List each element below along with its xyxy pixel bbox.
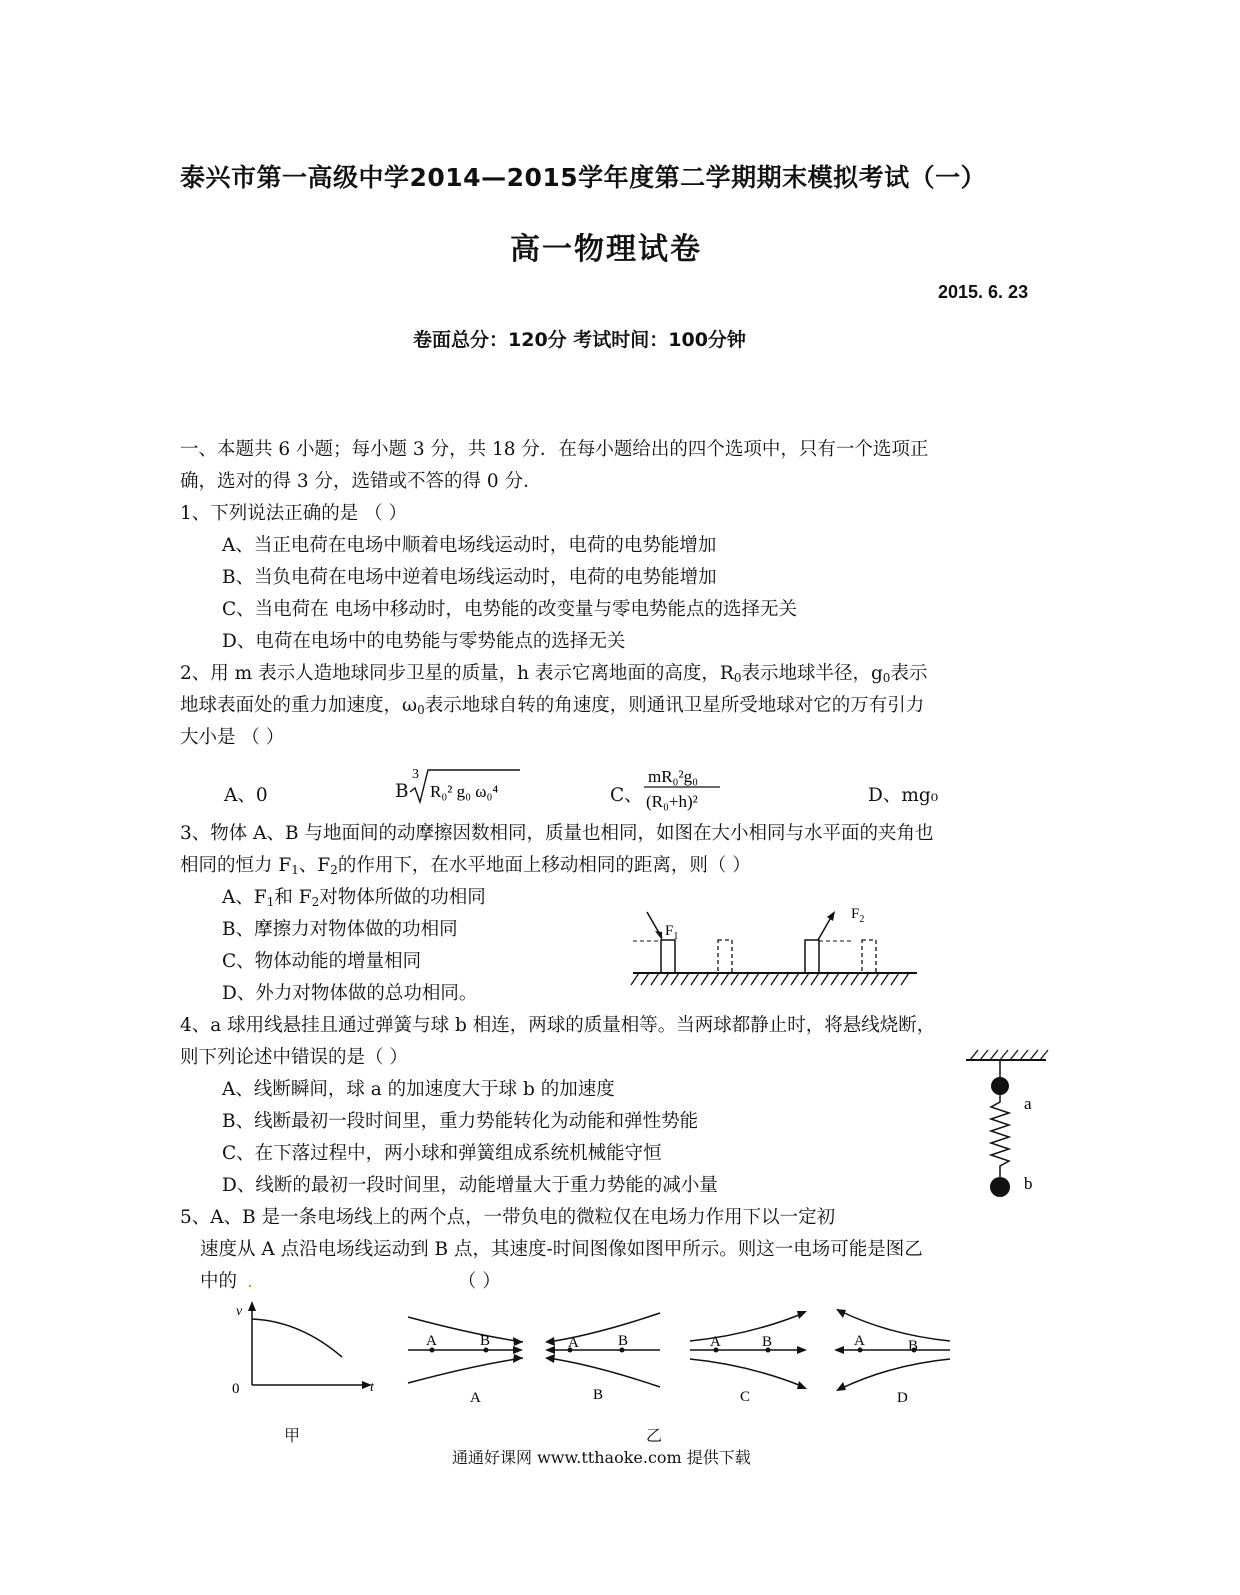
q2-line2-part1: 地球表面处的重力加速度，ω: [180, 695, 418, 716]
q2-root-index: 3: [412, 767, 419, 782]
q1-option-c: C、当电荷在 电场中移动时，电势能的改变量与零电势能点的选择无关: [222, 599, 798, 620]
q4-figure: [960, 1046, 1052, 1206]
q3-sub-1: 1: [266, 895, 275, 909]
label-jia: 甲: [284, 1426, 301, 1445]
q4-option-d: D、线断的最初一段时间里，动能增量大于重力势能的减小量: [222, 1175, 718, 1196]
q2-sub: 0: [417, 703, 425, 717]
q3-a-part3: 对物体所做的功相同: [319, 887, 486, 908]
q3-line2-part3: 的作用下，在水平地面上移动相同的距离，则（ ）: [337, 855, 751, 876]
q3-a-part1: A、F: [222, 887, 267, 908]
q3-line1: 3、物体 A、B 与地面间的动摩擦因数相同，质量也相同，如图在大小相同与水平面的夹角也: [180, 823, 934, 844]
label-a: a: [1024, 1094, 1032, 1113]
q3-figure: [625, 898, 925, 994]
ground-hatching: [631, 973, 909, 985]
q4-line1: 4、a 球用线悬挂且通过弹簧与球 b 相连，两球的质量相等。当两球都静止时，将悬线烧断，: [180, 1015, 936, 1036]
field-c-point-b: B: [762, 1334, 773, 1350]
field-b-point-a: A: [568, 1335, 579, 1351]
q1-stem: 1、下列说法正确的是 （ ）: [180, 503, 408, 524]
exam-subtitle: 高一物理试卷: [510, 232, 702, 267]
q4-line2: 则下列论述中错误的是（ ）: [180, 1047, 408, 1068]
field-a-point-b: B: [480, 1333, 491, 1349]
label-b: b: [1024, 1174, 1033, 1193]
q2-line1-part1: 2、用 m 表示人造地球同步卫星的质量，h 表示它离地面的高度，R: [180, 663, 734, 684]
ball-a: [991, 1077, 1009, 1095]
q2-sub: 0: [882, 671, 891, 685]
label-yi: 乙: [646, 1426, 663, 1445]
q2-line2-part2: 表示地球自转的角速度，则通讯卫星所受地球对它的万有引力: [424, 695, 925, 716]
q4-option-c: C、在下落过程中，两小球和弹簧组成系统机械能守恒: [222, 1143, 662, 1164]
block-2: [805, 940, 819, 973]
field-c: [690, 1311, 807, 1405]
q3-option-d: D、外力对物体做的总功相同。: [222, 983, 478, 1004]
q3-line2-part1: 相同的恒力 F: [180, 855, 292, 876]
section-intro-line2: 确，选对的得 3 分，选错或不答的得 0 分．: [180, 471, 542, 492]
origin-0: 0: [232, 1381, 240, 1397]
field-d: [834, 1309, 950, 1406]
section-intro-line1: 一、本题共 6 小题；每小题 3 分，共 18 分．在每小题给出的四个选项中，只有一个选项正: [180, 439, 929, 460]
q2-line1-part3: 表示: [890, 663, 928, 684]
field-d-point-a: A: [854, 1333, 865, 1349]
score-info: 卷面总分：120分 考试时间：100分钟: [413, 329, 746, 351]
q2-root-expr: R₀² g₀ ω₀⁴: [430, 782, 499, 801]
q2-option-c-fraction: [640, 762, 730, 814]
q3-sub-2: 2: [311, 895, 320, 909]
field-a-point-a: A: [426, 1333, 437, 1349]
ceiling-hatching: [970, 1050, 1048, 1060]
q3-sub-1: 1: [291, 863, 299, 877]
exam-date: 2015. 6. 23: [938, 282, 1029, 302]
q5-line3-text: 中的: [200, 1271, 238, 1292]
q5-line3: [200, 1266, 501, 1298]
q2-line3: 大小是 （ ）: [180, 727, 285, 748]
vt-graph: [232, 1301, 375, 1397]
q2-frac-denominator: (R₀+h)²: [646, 792, 698, 811]
f1-label: $F_1$: [665, 923, 679, 942]
field-b-point-b: B: [618, 1333, 629, 1349]
q2-option-b-radical: [408, 764, 523, 808]
block-2-ghost: [862, 940, 876, 973]
q2-option-b-label: B: [395, 781, 409, 802]
q5-figures: [220, 1295, 980, 1445]
axis-t: t: [370, 1380, 374, 1395]
block-1-ghost: [718, 940, 732, 973]
q3-option-c: C、物体动能的增量相同: [222, 951, 422, 972]
field-c-point-a: A: [710, 1334, 721, 1350]
q5-line1: 5、A、B 是一条电场线上的两个点，一带负电的微粒仅在电场力作用下以一定初: [180, 1207, 836, 1228]
q2-sub: 0: [733, 671, 742, 685]
field-a: [408, 1317, 523, 1406]
q5-dot: .: [247, 1271, 253, 1292]
q5-paren: （ ）: [457, 1271, 501, 1292]
q2-option-d: D、mg₀: [868, 785, 939, 806]
q2-line1: [180, 658, 927, 694]
field-a-caption: A: [470, 1390, 481, 1406]
f2-label: $F_2$: [851, 906, 865, 925]
q1-option-a: A、当正电荷在电场中顺着电场线运动时，电荷的电势能增加: [222, 535, 717, 556]
velocity-curve: [252, 1319, 342, 1357]
spring: [991, 1095, 1009, 1177]
q4-option-b: B、线断最初一段时间里，重力势能转化为动能和弹性势能: [222, 1111, 699, 1132]
q3-line2: [180, 850, 751, 886]
field-c-caption: C: [740, 1389, 751, 1405]
q2-line2: [180, 690, 924, 726]
footer-source: 通通好课网 www.tthaoke.com 提供下载: [452, 1448, 751, 1467]
block-1: [661, 940, 675, 973]
field-d-point-b: B: [908, 1338, 919, 1354]
q2-option-a: A、0: [224, 785, 268, 806]
q3-a-part2: 和 F: [274, 887, 312, 908]
q3-option-a: [222, 882, 486, 918]
field-b: [545, 1313, 660, 1403]
q3-line2-part2: 、F: [298, 855, 331, 876]
field-b-caption: B: [593, 1387, 604, 1403]
q1-option-b: B、当负电荷在电场中逆着电场线运动时，电荷的电势能增加: [222, 567, 717, 588]
field-d-caption: D: [897, 1390, 908, 1406]
ball-b: [990, 1177, 1010, 1197]
q3-option-b: B、摩擦力对物体做的功相同: [222, 919, 458, 940]
q4-option-a: A、线断瞬间，球 a 的加速度大于球 b 的加速度: [222, 1079, 615, 1100]
q3-sub-2: 2: [330, 863, 338, 877]
q1-option-d: D、电荷在电场中的电势能与零势能点的选择无关: [222, 631, 626, 652]
axis-v: v: [236, 1304, 243, 1319]
q2-option-c-label: C、: [610, 785, 643, 806]
q2-frac-numerator: mR₀²g₀: [648, 767, 699, 786]
q2-line1-part2: 表示地球半径，g: [741, 663, 883, 684]
q5-line2: 速度从 A 点沿电场线运动到 B 点，其速度-时间图像如图甲所示。则这一电场可能是图乙: [200, 1239, 923, 1260]
exam-title: 泰兴市第一高级中学2014—2015学年度第二学期期末模拟考试（一）: [180, 163, 987, 192]
